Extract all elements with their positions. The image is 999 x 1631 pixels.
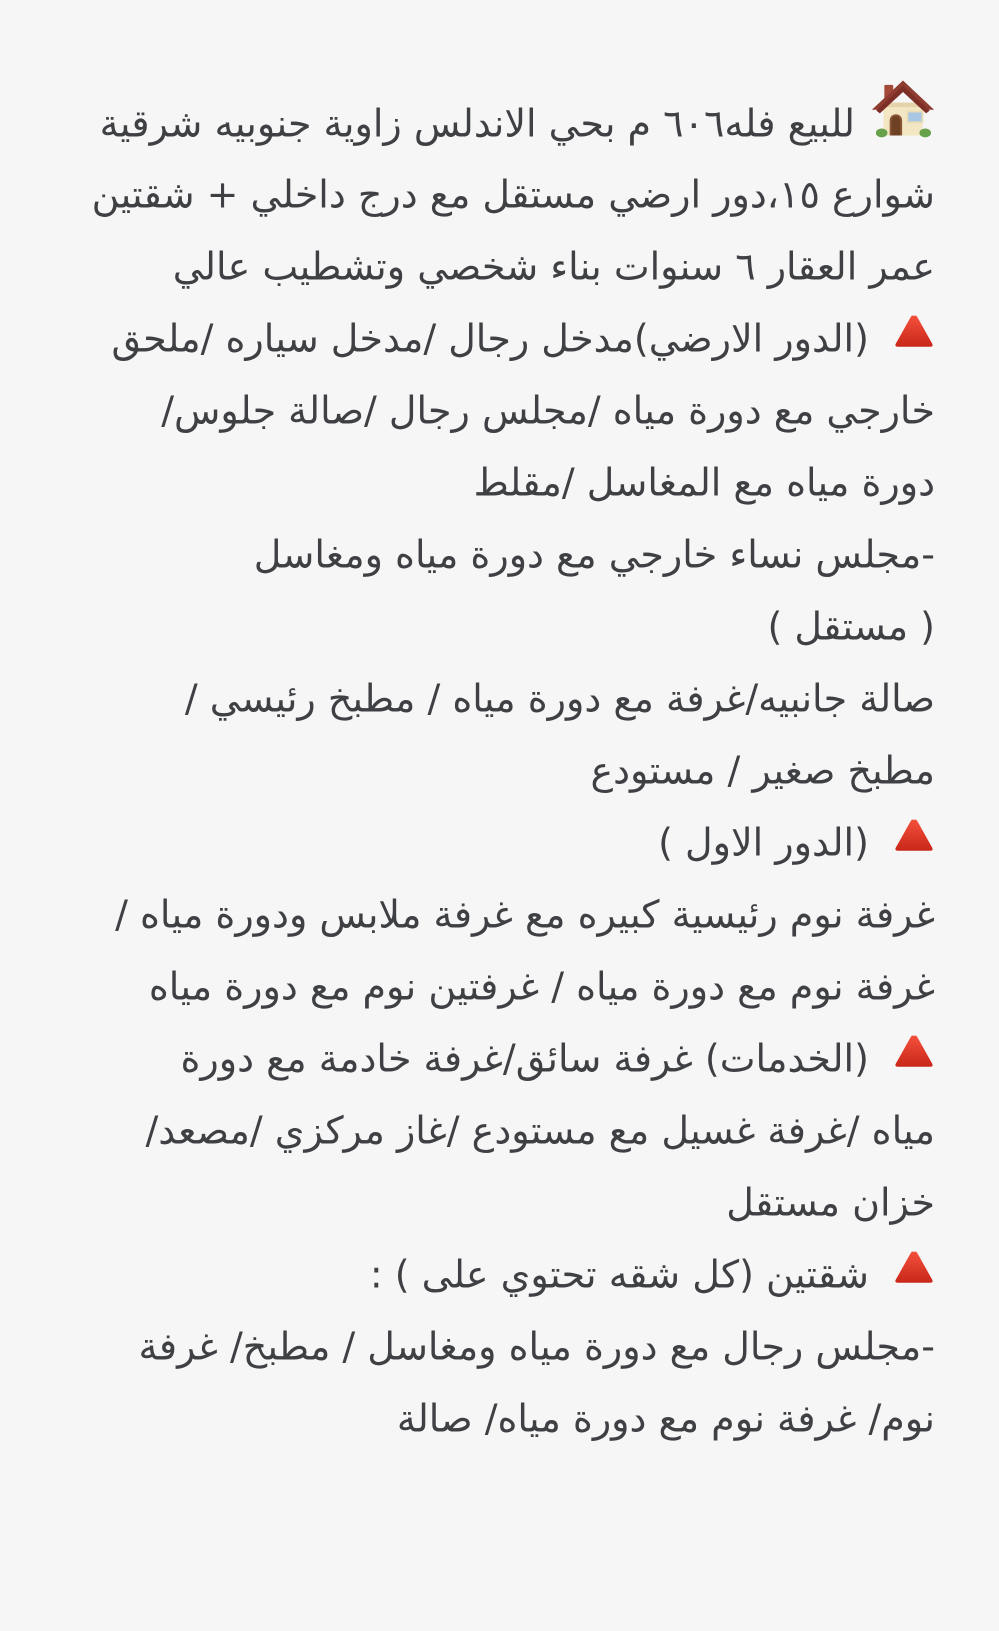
red-triangle-icon — [893, 300, 935, 372]
listing-line-text: شقتين (كل شقه تحتوي على ) : — [369, 1252, 869, 1297]
section-first-floor — [58, 804, 935, 876]
listing-line — [58, 588, 935, 660]
listing-line — [58, 660, 935, 732]
listing-line-text: شوارع ١٥،دور ارضي مستقل مع درج داخلي + شقتين — [91, 172, 935, 217]
listing-line — [58, 1092, 935, 1164]
listing-line — [58, 1164, 935, 1236]
listing-line — [58, 516, 935, 588]
red-triangle-icon — [893, 1236, 935, 1308]
listing-line-text: للبيع فله٦٠٦ م بحي الاندلس زاوية جنوبيه شرقية — [99, 101, 855, 146]
listing-line-text: ( مستقل ) — [767, 604, 935, 649]
listing-line-text: مطبخ صغير / مستودع — [590, 748, 935, 793]
listing-line — [58, 1380, 935, 1452]
listing-line-text: خزان مستقل — [726, 1180, 935, 1225]
listing-line-text: نوم/ غرفة نوم مع دورة مياه/ صالة — [396, 1396, 935, 1441]
listing-line — [58, 444, 935, 516]
listing-line-text: (الدور الارضي)مدخل رجال /مدخل سياره /ملحق — [111, 316, 869, 361]
listing-line — [58, 228, 935, 300]
listing-line-text: دورة مياه مع المغاسل /مقلط — [473, 460, 935, 505]
listing-line — [58, 1308, 935, 1380]
red-triangle-icon — [893, 804, 935, 876]
listing-line-text: (الخدمات) غرفة سائق/غرفة خادمة مع دورة — [180, 1036, 869, 1081]
section-ground-floor — [58, 300, 935, 372]
listing-line-text: غرفة نوم مع دورة مياه / غرفتين نوم مع دورة مياه — [148, 964, 935, 1009]
listing-line — [58, 948, 935, 1020]
section-services — [58, 1020, 935, 1092]
listing-line-text: (الدور الاول ) — [658, 820, 869, 865]
listing-line-text: مياه /غرفة غسيل مع مستودع /غاز مركزي /مصعد/ — [145, 1108, 935, 1153]
listing-line — [58, 372, 935, 444]
listing-line-text: صالة جانبيه/غرفة مع دورة مياه / مطبخ رئيسي / — [184, 676, 935, 721]
listing-line-text: عمر العقار ٦ سنوات بناء شخصي وتشطيب عالي — [172, 244, 935, 289]
listing-line-text: -مجلس رجال مع دورة مياه ومغاسل / مطبخ/ غرفة — [138, 1324, 935, 1369]
listing-line — [58, 876, 935, 948]
red-triangle-icon — [893, 1020, 935, 1092]
section-apartments — [58, 1236, 935, 1308]
house-icon — [871, 76, 935, 163]
listing-text-block — [58, 84, 935, 1452]
listing-line-text: خارجي مع دورة مياه /مجلس رجال /صالة جلوس/ — [161, 388, 935, 433]
listing-line-text: -مجلس نساء خارجي مع دورة مياه ومغاسل — [253, 532, 935, 577]
listing-line-text: غرفة نوم رئيسية كبيره مع غرفة ملابس ودورة مياه / — [115, 892, 935, 937]
listing-line — [58, 732, 935, 804]
listing-title-line — [58, 84, 935, 156]
listing-line — [58, 156, 935, 228]
